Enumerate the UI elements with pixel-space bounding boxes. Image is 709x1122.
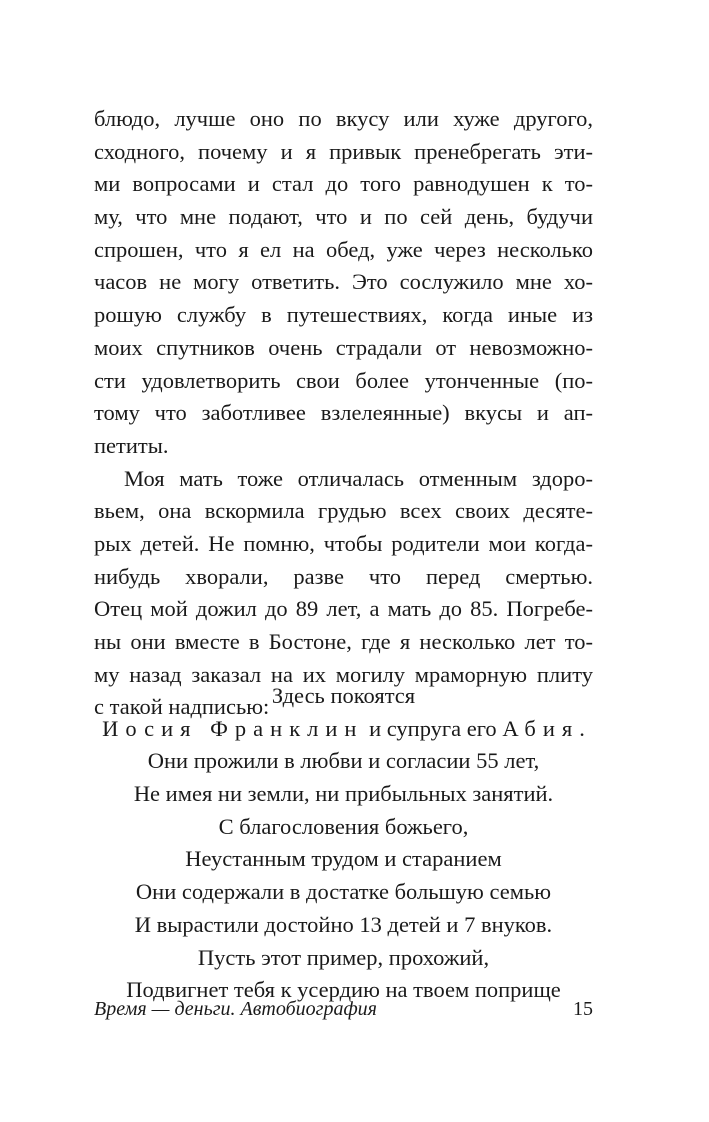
text-line: сходного, почему и я привык пренебрегать эти- [94, 138, 593, 164]
text-line: рошую службу в путешествиях, когда иные из [94, 302, 593, 328]
text-line: моих спутников очень страдали от невозможно- [94, 334, 593, 360]
text-line: рых детей. Не помню, чтобы родители мои когда- [94, 530, 593, 556]
epitaph-line: Они прожили в любви и согласии 55 лет, [147, 748, 540, 774]
text-line: петиты. [94, 432, 169, 458]
text-line: тому что заботливее взлелеянные) вкусы и ап- [94, 400, 593, 426]
text-line: Отец мой дожил до 89 лет, а мать до 85. Погребе- [94, 596, 593, 622]
name-period: . [579, 715, 585, 741]
epitaph-line: Неустанным трудом и старанием [185, 846, 502, 872]
text-line: Моя мать тоже отличалась отменным здоро- [124, 465, 593, 491]
epitaph-line: Здесь покоятся [271, 683, 416, 708]
epitaph-line: Они содержали в достатке большую семью [135, 879, 552, 905]
text-line: вьем, она вскормила грудью всех своих десяте- [94, 498, 593, 524]
text-line: ми вопросами и стал до того равнодушен к то- [94, 171, 593, 197]
text-line: му, что мне подают, что и по сей день, будучи [94, 204, 593, 230]
epitaph-line: И вырастили достойно 13 детей и 7 внуков. [134, 911, 553, 937]
name-connector: и супруга его [363, 715, 503, 741]
text-line: часов не могу ответить. Это сослужило мне хо- [94, 269, 593, 295]
page-footer [94, 995, 593, 1023]
running-title: Время — деньги. Автобиография [94, 998, 377, 1020]
epitaph-line: Не имея ни земли, ни прибыльных занятий. [133, 781, 554, 807]
body-text [94, 103, 593, 724]
epitaph-names-line [94, 713, 593, 746]
text-line: сти удовлетворить свои более утонченные (по- [94, 367, 593, 393]
text-line: му назад заказал на их могилу мраморную плиту [94, 661, 593, 687]
epitaph-line: С благословения божьего, [218, 813, 469, 839]
epitaph-line: Подвигнет тебя к усердию на твоем поприще [126, 977, 561, 1003]
epitaph-block [94, 680, 593, 1007]
text-line: спрошен, что я ел на обед, уже через несколько [94, 236, 593, 262]
text-line: с такой надписью: [94, 694, 270, 720]
page-number: 15 [573, 998, 593, 1020]
name-abiah: Абия [502, 715, 580, 741]
text-line: нибудь хворали, разве что перед смертью. [94, 563, 593, 589]
epitaph-line: Пусть этот пример, прохожий, [197, 944, 490, 970]
text-line: блюдо, лучше оно по вкусу или хуже другого, [94, 106, 593, 131]
text-line: ны они вместе в Бостоне, где я несколько лет то- [94, 629, 593, 654]
name-josiah: Иосия Франклин [102, 715, 364, 741]
